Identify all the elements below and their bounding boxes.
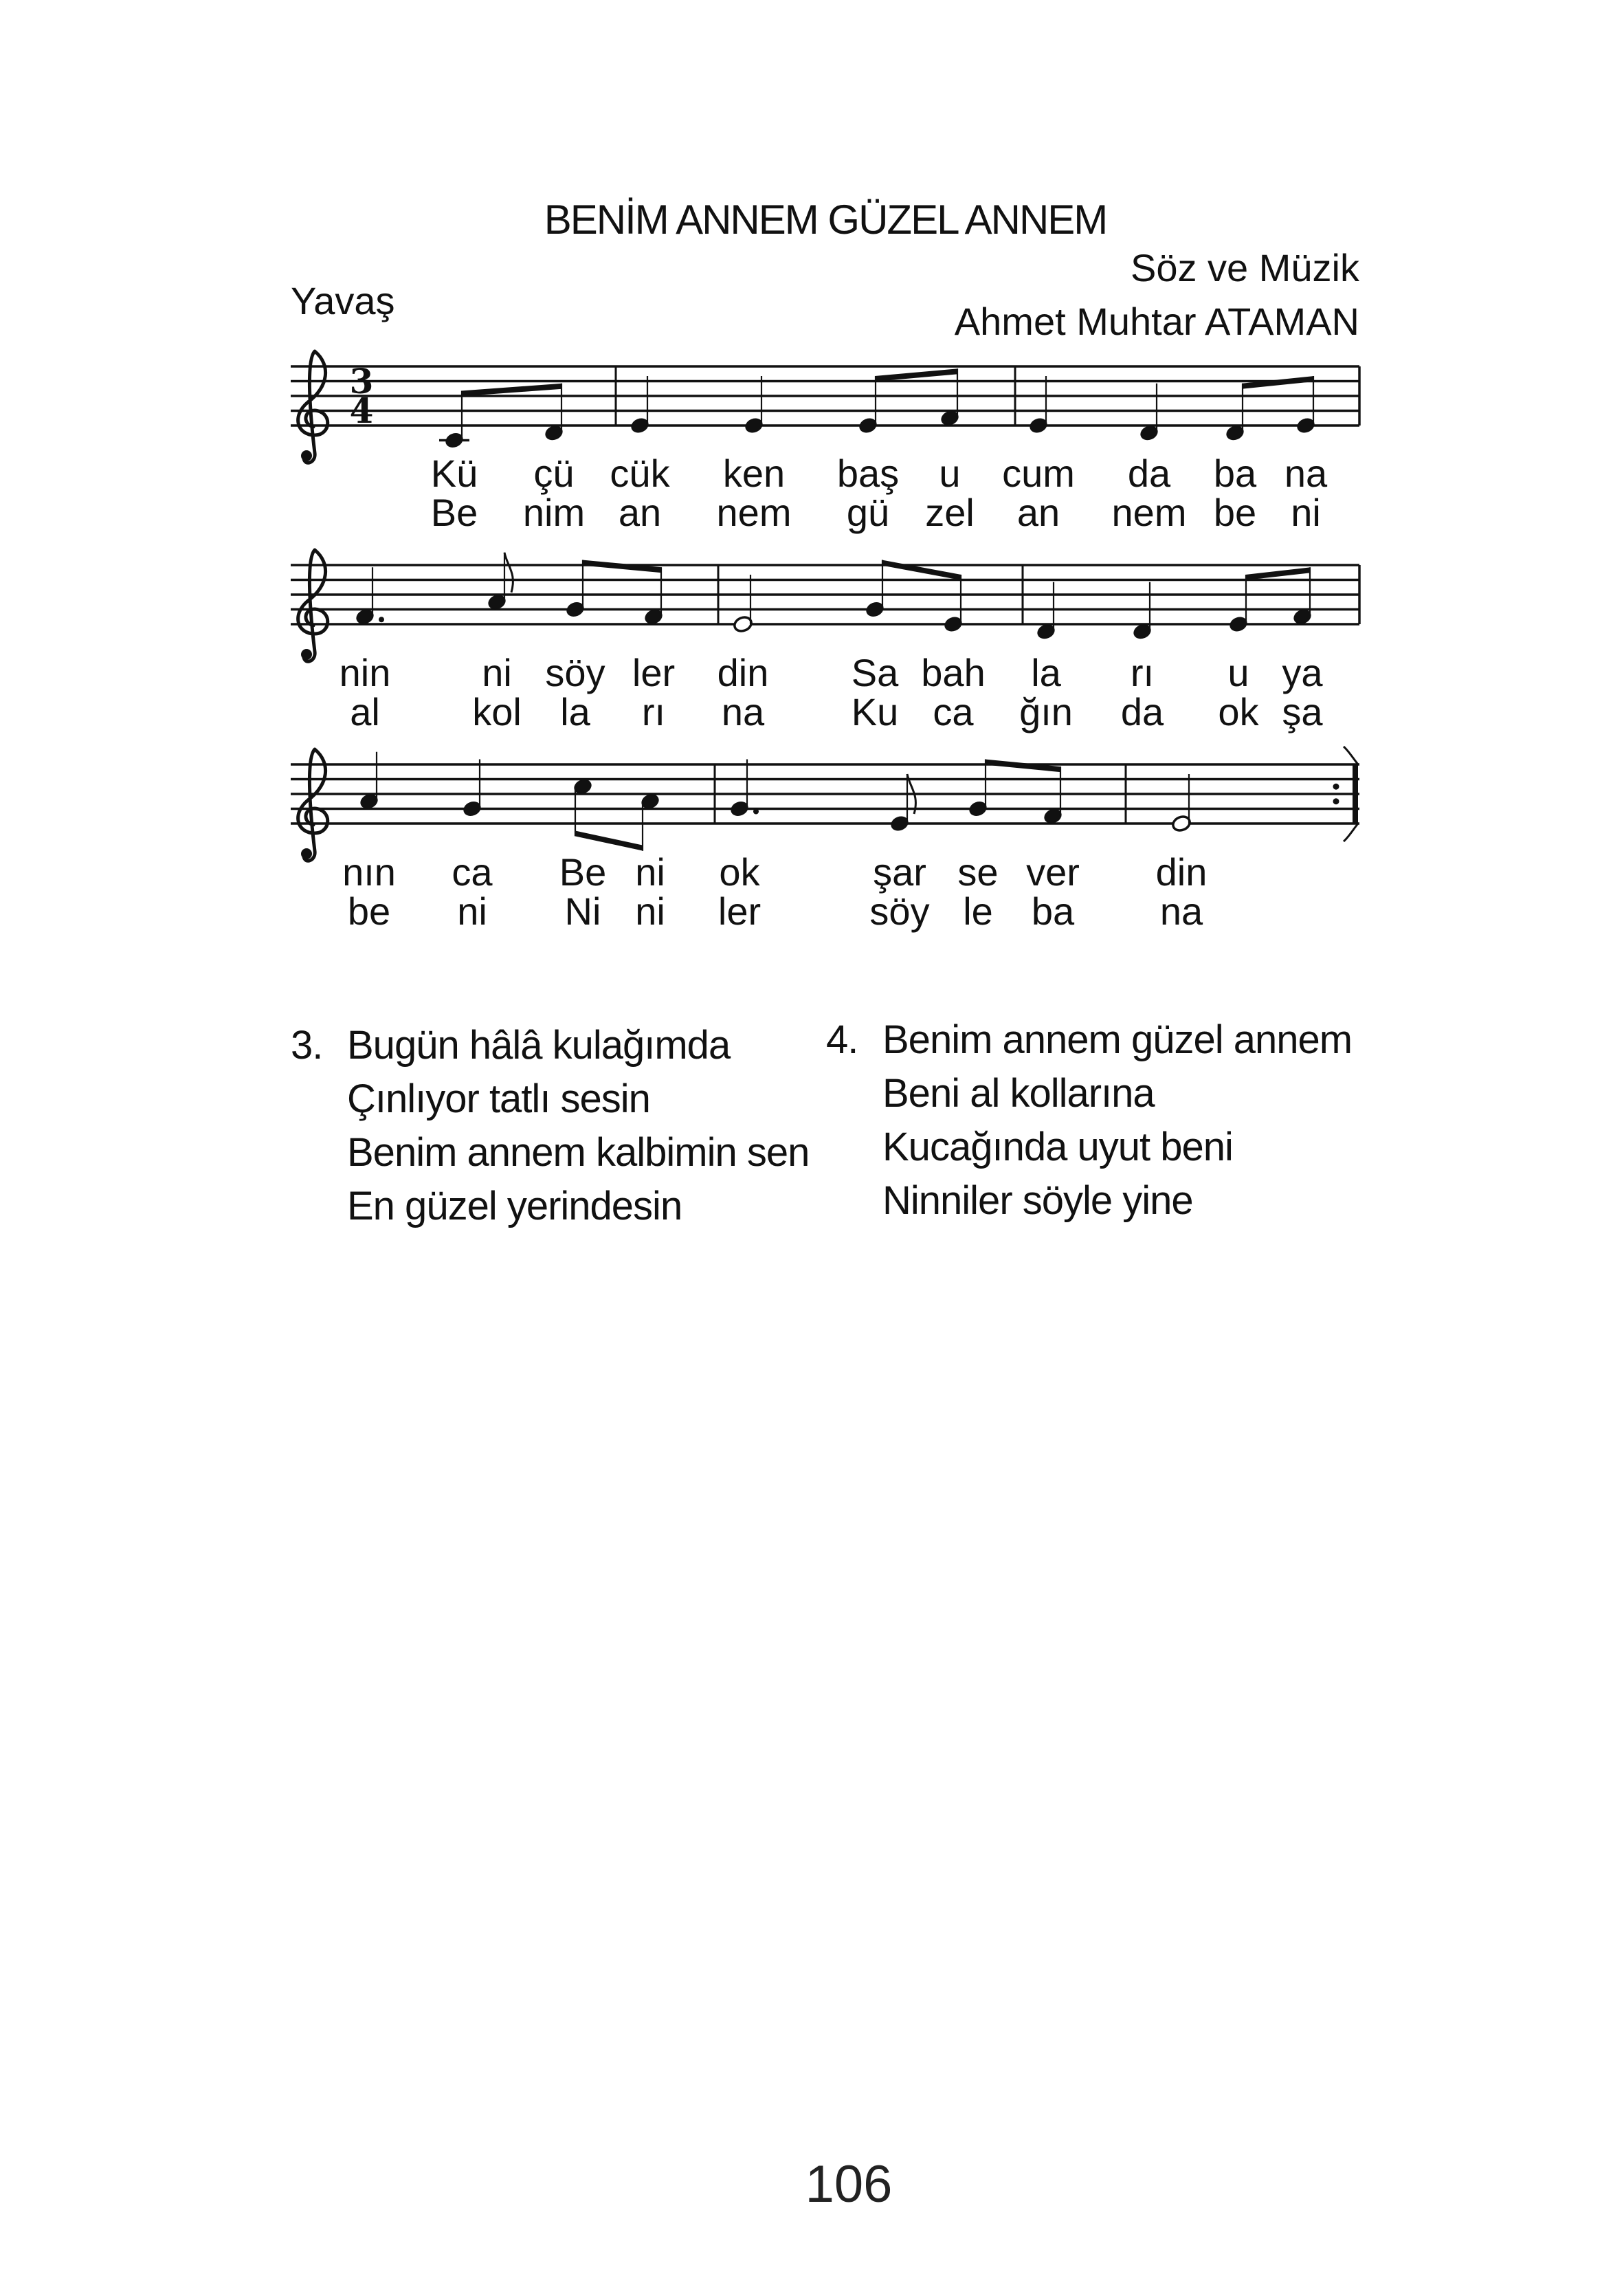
time-signature-bottom: 4 <box>349 390 374 431</box>
verse-number: 3. <box>291 1023 323 1068</box>
verse-line: Ninniler söyle yine <box>882 1178 1193 1223</box>
lyric-syllable: ler <box>718 890 761 933</box>
composer-name: Ahmet Muhtar ATAMAN <box>954 300 1359 343</box>
lyric-syllable: da <box>1127 452 1171 495</box>
lyric-syllable: gü <box>846 491 890 534</box>
lyric-syllable: ok <box>1218 690 1259 733</box>
lyric-syllable: nem <box>716 491 792 534</box>
lyric-syllable: şa <box>1282 690 1323 733</box>
lyric-syllable: ba <box>1213 452 1257 495</box>
lyric-syllable: ba <box>1031 890 1075 933</box>
lyric-syllable: an <box>618 491 662 534</box>
lyric-syllable: söy <box>545 651 605 694</box>
augmentation-dot <box>379 617 384 622</box>
verse-line: Bugün hâlâ kulağımda <box>347 1023 731 1068</box>
lyric-syllable: na <box>1159 890 1203 933</box>
lyric-syllable: ca <box>933 690 974 733</box>
lyric-syllable: din <box>1155 850 1208 894</box>
lyric-syllable: nim <box>522 491 586 534</box>
lyric-syllable: ni <box>635 890 665 933</box>
lyric-syllable: cük <box>610 452 670 495</box>
time-signature-top: 3 <box>349 361 374 401</box>
beam <box>575 830 643 851</box>
treble-clef-icon <box>298 749 328 861</box>
lyric-syllable: u <box>1227 651 1249 694</box>
verse-line: Benim annem kalbimin sen <box>347 1130 810 1175</box>
verse-line: Kucağında uyut beni <box>882 1125 1233 1169</box>
song-title: BENİM ANNEM GÜZEL ANNEM <box>544 197 1107 243</box>
lyric-syllable: ni <box>482 651 512 694</box>
lyric-syllable: na <box>1284 452 1328 495</box>
tempo-marking: Yavaş <box>291 279 395 322</box>
eighth-flag <box>504 553 513 593</box>
repeat-bracket <box>1344 824 1358 841</box>
treble-clef-icon <box>301 450 312 461</box>
music-score <box>0 0 1624 962</box>
beam <box>461 384 562 397</box>
lyric-syllable: ver <box>1026 850 1080 894</box>
lyric-syllable: al <box>350 690 380 733</box>
beam <box>582 560 662 573</box>
lyric-syllable: ya <box>1282 651 1323 694</box>
lyric-syllable: nin <box>339 651 391 694</box>
lyric-syllable: ni <box>1291 491 1321 534</box>
lyric-syllable: din <box>717 651 769 694</box>
lyric-syllable: zel <box>925 491 975 534</box>
treble-clef-icon <box>301 848 312 859</box>
lyric-syllable: ler <box>632 651 676 694</box>
lyric-syllable: u <box>939 452 961 495</box>
lyric-syllable: se <box>957 850 999 894</box>
lyric-syllable: çü <box>533 452 575 495</box>
treble-clef-icon <box>301 649 312 660</box>
lyric-syllable: ni <box>457 890 487 933</box>
lyric-syllable: nem <box>1111 491 1187 534</box>
beam <box>1242 376 1314 389</box>
lyric-syllable: nın <box>342 850 396 894</box>
lyric-syllable: bah <box>921 651 986 694</box>
verse-number: 4. <box>826 1017 858 1062</box>
beam <box>1245 567 1311 580</box>
lyric-syllable: cum <box>1002 452 1075 495</box>
beam <box>882 560 961 581</box>
lyric-syllable: Be <box>559 850 607 894</box>
lyric-syllable: la <box>560 690 590 733</box>
verse-line: Benim annem güzel annem <box>882 1017 1353 1062</box>
lyric-syllable: ken <box>722 452 786 495</box>
lyric-syllable: Kü <box>430 452 478 495</box>
lyric-syllable: be <box>347 890 391 933</box>
lyric-syllable: ni <box>635 850 665 894</box>
lyric-syllable: rı <box>641 690 666 733</box>
verse-3 <box>291 1019 810 1233</box>
lyric-syllable: da <box>1120 690 1164 733</box>
lyric-syllable: an <box>1016 491 1060 534</box>
lyric-syllable: Ni <box>564 890 601 933</box>
lyric-syllable: ğın <box>1019 690 1073 733</box>
lyric-syllable: kol <box>472 690 522 733</box>
lyric-syllable: ca <box>452 850 493 894</box>
lyric-syllable: le <box>963 890 993 933</box>
verse-line: Çınlıyor tatlı sesin <box>347 1077 650 1121</box>
lyric-syllable: söy <box>869 890 930 933</box>
lyric-syllable: rı <box>1130 651 1155 694</box>
lyric-syllable: baş <box>836 452 900 495</box>
lyric-syllable: ok <box>719 850 760 894</box>
lyric-syllable: la <box>1031 651 1061 694</box>
beam <box>985 760 1061 773</box>
treble-clef-icon <box>298 351 328 463</box>
repeat-dot <box>1333 784 1339 790</box>
lyric-syllable: Ku <box>851 690 899 733</box>
repeat-bracket <box>1344 747 1358 764</box>
verse-line: Beni al kollarına <box>882 1071 1155 1116</box>
page-number: 106 <box>805 2155 893 2214</box>
augmentation-dot <box>753 809 759 815</box>
lyric-syllable: Be <box>430 491 478 534</box>
credit-label: Söz ve Müzik <box>1131 246 1359 289</box>
lyric-syllable: Sa <box>851 651 899 694</box>
verse-4 <box>826 1013 1353 1228</box>
treble-clef-icon <box>298 550 328 661</box>
beam <box>875 368 958 382</box>
lyric-syllable: şar <box>873 850 926 894</box>
lyric-syllable: na <box>721 690 765 733</box>
lyric-syllable: be <box>1213 491 1257 534</box>
verse-line: En güzel yerindesin <box>347 1184 682 1228</box>
repeat-dot <box>1333 798 1339 804</box>
